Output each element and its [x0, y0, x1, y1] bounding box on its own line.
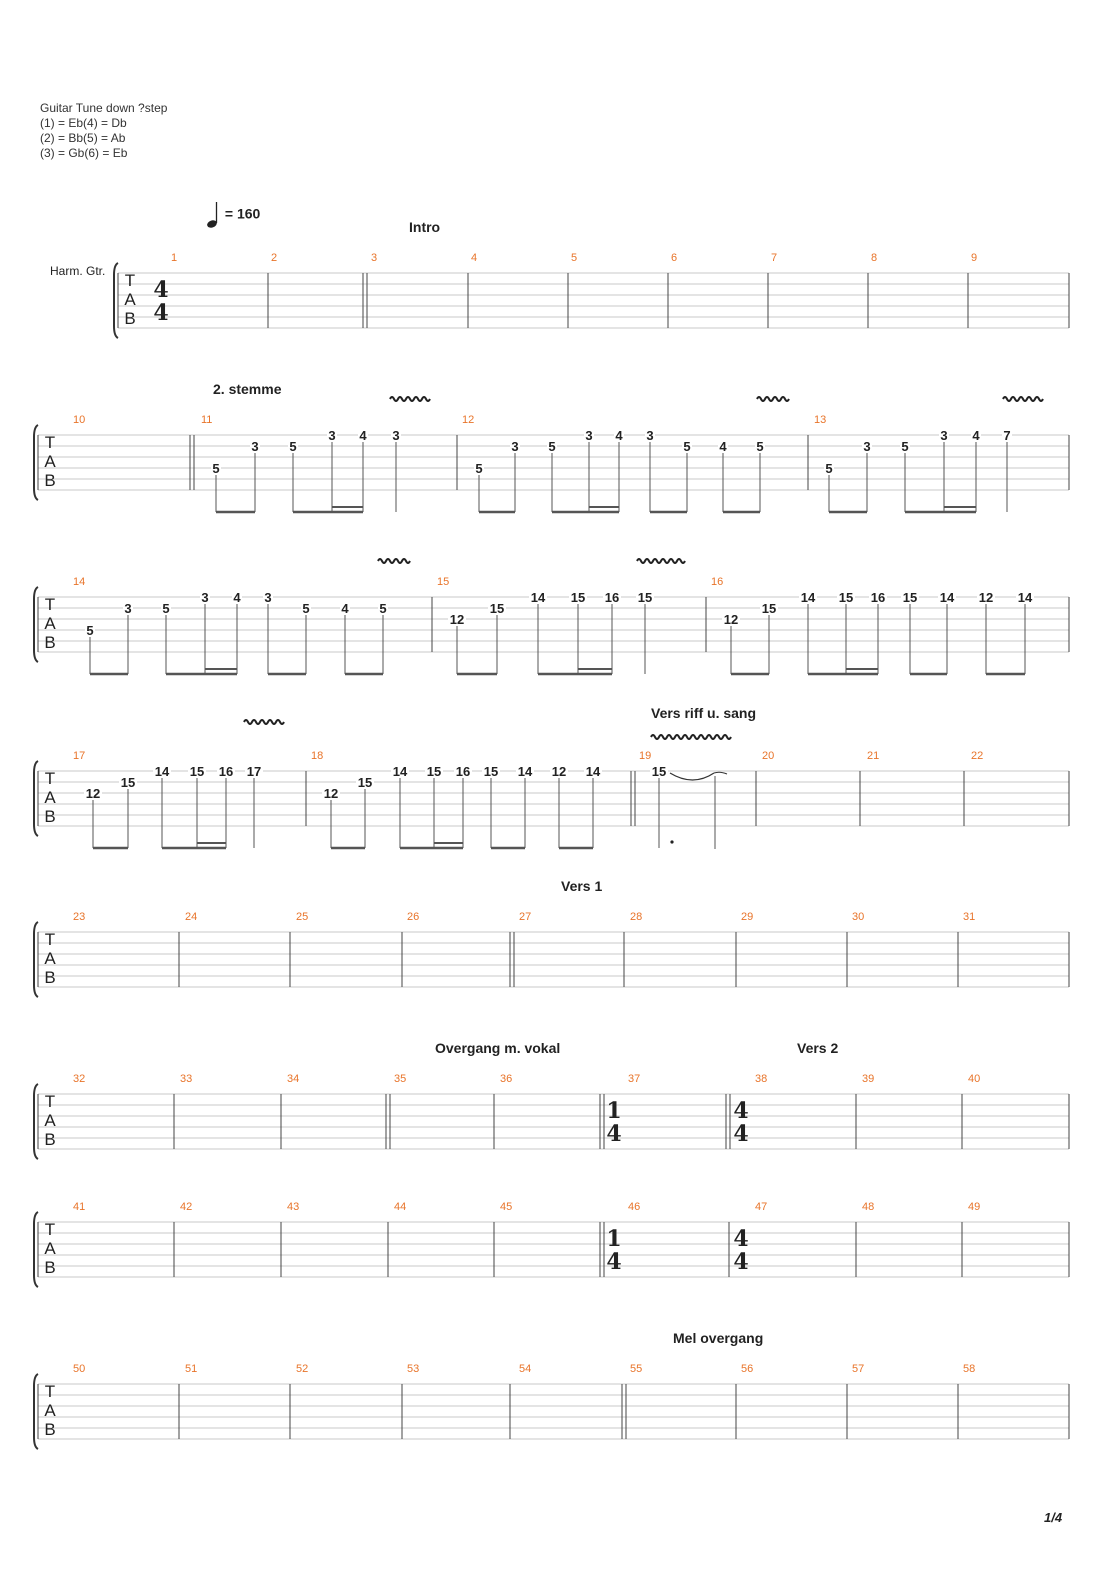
fret-number: 12	[551, 764, 567, 779]
measure-number: 30	[852, 911, 865, 923]
fret-number: 12	[449, 612, 465, 627]
fret-number: 3	[201, 590, 209, 605]
fret-number: 15	[357, 775, 373, 790]
tab-letter: T	[44, 930, 56, 949]
measure-number: 14	[73, 576, 86, 588]
tab-letter: A	[44, 1111, 56, 1130]
fret-number: 14	[530, 590, 546, 605]
tab-letter: T	[124, 271, 136, 290]
fret-number: 15	[120, 775, 136, 790]
measure-number: 26	[407, 911, 420, 923]
fret-number: 16	[218, 764, 234, 779]
tab-system	[34, 1084, 1069, 1159]
fret-number: 3	[863, 439, 871, 454]
tuning-title: Guitar Tune down ?step	[40, 101, 168, 115]
fret-number: 15	[189, 764, 205, 779]
fret-number: 5	[756, 439, 764, 454]
measure-number: 40	[968, 1073, 981, 1085]
measure-number: 58	[963, 1363, 976, 1375]
measure-number: 12	[462, 414, 475, 426]
vibrato-icon	[757, 397, 789, 401]
measure-number: 20	[762, 750, 775, 762]
fret-number: 12	[323, 786, 339, 801]
fret-number: 4	[341, 601, 349, 616]
tab-letter: B	[44, 1420, 56, 1439]
measure-number: 29	[741, 911, 754, 923]
measure-number: 19	[639, 750, 652, 762]
fret-number: 15	[489, 601, 505, 616]
measure-number: 18	[311, 750, 324, 762]
measure-number: 28	[630, 911, 643, 923]
fret-number: 12	[723, 612, 739, 627]
measure-number: 49	[968, 1201, 981, 1213]
tab-letter: T	[44, 1092, 56, 1111]
measure-number: 8	[871, 252, 878, 264]
fret-number: 15	[426, 764, 442, 779]
tab-letter: B	[44, 471, 56, 490]
fret-number: 12	[85, 786, 101, 801]
measure-number: 15	[437, 576, 450, 588]
measure-number: 44	[394, 1201, 407, 1213]
measure-number: 34	[287, 1073, 300, 1085]
section-mel-overgang: Mel overgang	[673, 1330, 764, 1346]
tab-letter: B	[44, 968, 56, 987]
fret-number: 3	[251, 439, 259, 454]
time-sig-bottom: 4	[606, 1121, 622, 1147]
fret-number: 5	[302, 601, 310, 616]
fret-number: 12	[978, 590, 994, 605]
fret-number: 14	[517, 764, 533, 779]
staff-bracket	[34, 587, 38, 662]
staff-bracket	[34, 761, 38, 836]
tab-letter: A	[44, 1401, 56, 1420]
fret-number: 14	[392, 764, 408, 779]
fret-number: 3	[392, 428, 400, 443]
fret-number: 4	[972, 428, 980, 443]
vibrato-icon	[651, 735, 731, 739]
section-stemme: 2. stemme	[213, 381, 282, 397]
measure-number: 50	[73, 1363, 86, 1375]
tie	[670, 773, 714, 780]
measure-number: 46	[628, 1201, 641, 1213]
measure-number: 24	[185, 911, 198, 923]
time-sig-bottom: 4	[733, 1121, 749, 1147]
measure-number: 55	[630, 1363, 643, 1375]
fret-number: 15	[902, 590, 918, 605]
fret-number: 16	[604, 590, 620, 605]
section-intro: Intro	[409, 219, 441, 235]
time-sig-bottom: 4	[733, 1249, 749, 1275]
fret-number: 4	[233, 590, 241, 605]
measure-number: 41	[73, 1201, 86, 1213]
tab-letter: A	[44, 788, 56, 807]
vibrato-icon	[390, 397, 430, 401]
fret-number: 4	[359, 428, 367, 443]
fret-number: 14	[585, 764, 601, 779]
fret-number: 5	[548, 439, 556, 454]
time-sig-bottom: 4	[606, 1249, 622, 1275]
fret-number: 5	[901, 439, 909, 454]
section-overgang: Overgang m. vokal	[435, 1040, 561, 1056]
tab-letter: A	[124, 290, 136, 309]
fret-number: 5	[162, 601, 170, 616]
measure-number: 39	[862, 1073, 875, 1085]
measure-number: 25	[296, 911, 309, 923]
vibrato-icon	[637, 559, 685, 563]
tab-letter: B	[44, 1258, 56, 1277]
fret-number: 5	[212, 461, 220, 476]
tab-letter: T	[44, 595, 56, 614]
measure-number: 13	[814, 414, 827, 426]
tab-letter: B	[44, 633, 56, 652]
measure-number: 4	[471, 252, 478, 264]
staff-bracket	[34, 922, 38, 997]
instrument-name: Harm. Gtr.	[50, 264, 106, 278]
section-vers-riff: Vers riff u. sang	[651, 705, 757, 721]
measure-number: 42	[180, 1201, 193, 1213]
measure-number: 48	[862, 1201, 875, 1213]
tuning-line-3: (3) = Gb(6) = Eb	[40, 146, 128, 160]
tuning-line-2: (2) = Bb(5) = Ab	[40, 131, 126, 145]
time-sig-top: 4	[733, 1226, 749, 1252]
measure-number: 53	[407, 1363, 420, 1375]
fret-number: 5	[475, 461, 483, 476]
fret-number: 3	[328, 428, 336, 443]
tab-letter: A	[44, 1239, 56, 1258]
measure-number: 3	[371, 252, 378, 264]
measure-number: 57	[852, 1363, 865, 1375]
dot	[670, 840, 673, 843]
measure-number: 17	[73, 750, 86, 762]
fret-number: 3	[646, 428, 654, 443]
staff-bracket	[34, 425, 38, 500]
fret-number: 5	[683, 439, 691, 454]
fret-number: 4	[615, 428, 623, 443]
measure-number: 43	[287, 1201, 300, 1213]
tab-system	[34, 922, 1069, 997]
vibrato-icon	[1003, 397, 1043, 401]
tab-system	[114, 263, 1069, 338]
measure-number: 45	[500, 1201, 513, 1213]
measure-number: 21	[867, 750, 880, 762]
measure-number: 7	[771, 252, 778, 264]
fret-number: 3	[511, 439, 519, 454]
time-sig-bottom: 4	[153, 300, 169, 326]
fret-number: 15	[651, 764, 667, 779]
measure-number: 11	[201, 414, 213, 426]
fret-number: 14	[800, 590, 816, 605]
fret-number: 5	[379, 601, 387, 616]
measure-number: 38	[755, 1073, 768, 1085]
page-number: 1/4	[1044, 1510, 1063, 1525]
fret-number: 16	[870, 590, 886, 605]
measure-number: 6	[671, 252, 678, 264]
tab-letter: T	[44, 433, 56, 452]
tab-system	[34, 1374, 1069, 1449]
tab-letter: A	[44, 614, 56, 633]
measure-number: 22	[971, 750, 984, 762]
tab-system	[34, 1212, 1069, 1287]
staff-bracket	[34, 1212, 38, 1287]
section-vers-2: Vers 2	[797, 1040, 839, 1056]
fret-number: 15	[570, 590, 586, 605]
tempo-value: = 160	[224, 205, 261, 222]
fret-number: 7	[1003, 428, 1011, 443]
measure-number: 52	[296, 1363, 309, 1375]
fret-number: 14	[939, 590, 955, 605]
measure-number: 5	[571, 252, 578, 264]
tab-letter: B	[44, 807, 56, 826]
measure-number: 1	[171, 252, 178, 264]
staff-bracket	[114, 263, 118, 338]
fret-number: 3	[264, 590, 272, 605]
section-vers-1: Vers 1	[561, 878, 603, 894]
measure-number: 56	[741, 1363, 754, 1375]
fret-number: 16	[455, 764, 471, 779]
fret-number: 15	[838, 590, 854, 605]
measure-number: 23	[73, 911, 86, 923]
fret-number: 14	[1017, 590, 1033, 605]
time-sig-top: 4	[733, 1098, 749, 1124]
tie	[714, 772, 727, 774]
time-sig-top: 1	[606, 1098, 622, 1124]
measure-number: 37	[628, 1073, 641, 1085]
vibrato-icon	[244, 720, 284, 724]
tab-letter: T	[44, 1382, 56, 1401]
measure-number: 31	[963, 911, 976, 923]
tab-letter: B	[124, 309, 136, 328]
measure-number: 35	[394, 1073, 407, 1085]
fret-number: 5	[289, 439, 297, 454]
measure-number: 47	[755, 1201, 768, 1213]
vibrato-icon	[378, 559, 410, 563]
tab-letter: A	[44, 949, 56, 968]
fret-number: 5	[825, 461, 833, 476]
fret-number: 15	[483, 764, 499, 779]
fret-number: 17	[246, 764, 262, 779]
fret-number: 4	[719, 439, 727, 454]
measure-number: 36	[500, 1073, 513, 1085]
measure-number: 33	[180, 1073, 193, 1085]
measure-number: 54	[519, 1363, 532, 1375]
tab-letter: A	[44, 452, 56, 471]
time-sig-top: 4	[153, 277, 169, 303]
fret-number: 15	[637, 590, 653, 605]
fret-number: 15	[761, 601, 777, 616]
measure-number: 27	[519, 911, 532, 923]
tab-letter: T	[44, 769, 56, 788]
fret-number: 5	[86, 623, 94, 638]
staff-bracket	[34, 1374, 38, 1449]
measure-number: 10	[73, 414, 86, 426]
tab-letter: T	[44, 1220, 56, 1239]
tuning-line-1: (1) = Eb(4) = Db	[40, 116, 127, 130]
fret-number: 3	[940, 428, 948, 443]
fret-number: 14	[154, 764, 170, 779]
fret-number: 3	[585, 428, 593, 443]
measure-number: 2	[271, 252, 278, 264]
measure-number: 32	[73, 1073, 86, 1085]
time-sig-top: 1	[606, 1226, 622, 1252]
fret-number: 3	[124, 601, 132, 616]
measure-number: 16	[711, 576, 724, 588]
measure-number: 9	[971, 252, 978, 264]
tab-letter: B	[44, 1130, 56, 1149]
measure-number: 51	[185, 1363, 198, 1375]
staff-bracket	[34, 1084, 38, 1159]
